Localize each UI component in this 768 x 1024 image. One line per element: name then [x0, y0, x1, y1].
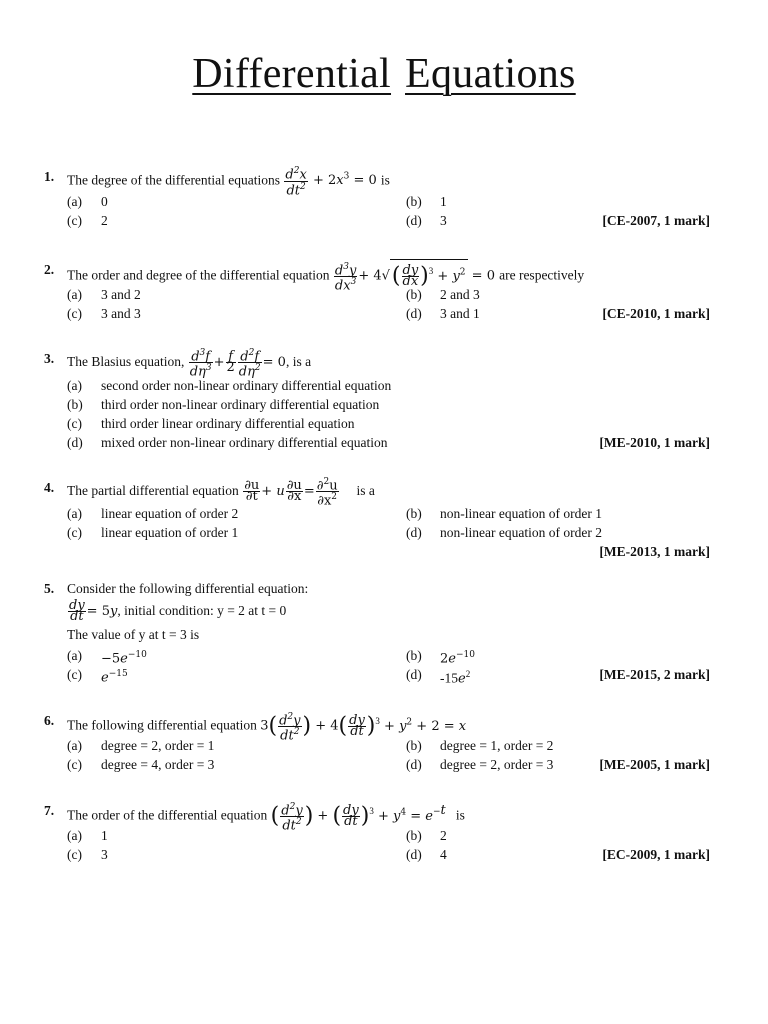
option-b[interactable]: (b) $2e^{-10}$ [406, 648, 475, 667]
option-b[interactable]: (b) non-linear equation of order 1 [406, 506, 602, 521]
option-b[interactable]: (b) 2 [406, 828, 447, 843]
stem-text-after: , is a [285, 353, 312, 369]
question-2 [44, 259, 714, 321]
stem-text: Consider the following differential equation: [67, 581, 309, 596]
question-stem: 2. The order and degree of the differential equation $\frac{d^3y}{dx^3}$ + 4√( $\frac{dy}{dx}$ )$^3 + y^2 = 0$ are respectively [44, 259, 714, 281]
question-5 [44, 578, 714, 687]
option-d[interactable]: (d) mixed order non-linear ordinary differential equation [67, 435, 388, 450]
stem-text: The order of the differential equation [67, 807, 268, 823]
question-source: [ME-2013, 1 mark] [599, 544, 710, 559]
equation-radical: ( $\frac{dy}{dx}$ )$^3 + y^2$ [390, 259, 468, 288]
question-stem [44, 166, 714, 199]
equation-term: ( [270, 803, 280, 829]
option-d[interactable]: (d) 3 [406, 213, 447, 228]
equation-fraction: $\frac{dy}{dt}$ [69, 598, 85, 625]
page-title [0, 50, 768, 98]
question-4 [44, 477, 714, 559]
equation-term: 3 [260, 718, 269, 734]
option-a[interactable]: (a) $-5e^{-10}$ [67, 648, 147, 667]
option-c[interactable]: (c) 3 and 3 [67, 306, 141, 321]
question-number: 4. [44, 480, 55, 495]
option-a[interactable]: (a) 0 [67, 194, 108, 209]
question-number: 3. [44, 351, 55, 366]
equation-fraction: $\frac{d^3f}{d\eta^3}$ [189, 348, 212, 380]
option-a[interactable]: (a) 3 and 2 [67, 287, 141, 302]
option-c[interactable]: (c) $e^{-15}$ [67, 667, 128, 686]
question-prompt [44, 624, 644, 646]
question-number: 6. [44, 713, 55, 728]
option-c[interactable]: (c) third order linear ordinary differential equation [67, 416, 355, 431]
stem-text: The order and degree of the differential equation [67, 267, 330, 283]
question-source: [ME-2015, 2 mark] [599, 667, 710, 682]
option-d[interactable]: (d) 4 [406, 847, 447, 862]
question-stem: 6. The following differential equation 3( $\frac{d^2y}{dt^2}$ ) + 4( $\frac{dy}{dt}$ )$^3 + y^2 + 2 = x$ [44, 711, 467, 744]
question-source: [ME-2010, 1 mark] [599, 435, 710, 450]
question-number: 1. [44, 169, 55, 184]
option-b[interactable]: (b) degree = 1, order = 2 [406, 738, 554, 753]
question-source: [ME-2005, 1 mark] [599, 757, 710, 772]
question-number: 7. [44, 803, 55, 818]
question-number: 2. [44, 262, 55, 277]
stem-text: The following differential equation [67, 717, 257, 733]
question-source: [CE-2007, 1 mark] [602, 213, 710, 228]
stem-text: The partial differential equation [67, 482, 239, 498]
equation-term: + 4 [358, 268, 382, 284]
question-stem: 7. The order of the differential equation ( $\frac{d^2y}{dt^2}$ ) + ( $\frac{dy}{dt}$ )$^3 + y^4 = e^{-t}$ is [44, 801, 465, 834]
prompt-text: The value of y at t = 3 is [67, 627, 200, 642]
equation-fraction: $\frac{\partial u}{\partial t}$ [244, 478, 260, 505]
option-a[interactable]: (a) degree = 2, order = 1 [67, 738, 215, 753]
option-b[interactable]: (b) third order non-linear ordinary differential equation [67, 397, 380, 412]
option-a[interactable]: (a) 1 [67, 828, 108, 843]
option-c[interactable]: (c) degree = 4, order = 3 [67, 757, 215, 772]
option-d[interactable]: (d) $-15e^2$ [406, 667, 471, 687]
option-c[interactable]: (c) linear equation of order 1 [67, 525, 239, 540]
title-word-1: Differential [192, 51, 392, 97]
stem-text: The degree of the differential equations [67, 172, 281, 188]
option-c[interactable]: (c) 3 [67, 847, 108, 862]
question-6 [44, 710, 714, 772]
option-b[interactable]: (b) 1 [406, 194, 447, 209]
title-word-2: Equations [405, 51, 576, 97]
question-condition: $\frac{dy}{dt}$ = 5y, initial condition: y = 2 at t = 0 [69, 598, 287, 625]
question-7 [44, 800, 714, 862]
question-source: [CE-2010, 1 mark] [602, 306, 710, 321]
question-source: [EC-2009, 1 mark] [602, 847, 710, 862]
option-a[interactable]: (a) linear equation of order 2 [67, 506, 239, 521]
option-c[interactable]: (c) 2 [67, 213, 108, 228]
option-d[interactable]: (d) 3 and 1 [406, 306, 480, 321]
stem-text: The Blasius equation, [67, 353, 185, 369]
stem-text-after: is [455, 807, 465, 823]
option-b[interactable]: (b) 2 and 3 [406, 287, 480, 302]
equation-fraction: $\frac{d^3y}{dx^3}$ [334, 261, 357, 294]
stem-text-after: is [380, 172, 390, 188]
question-stem [44, 578, 714, 600]
option-a[interactable]: (a) second order non-linear ordinary differential equation [67, 378, 392, 393]
question-stem: 4. The partial differential equation $\frac{\partial u}{\partial t}$ + u $\frac{\partial u}{\partial x}$ = $\frac{\partial^2u}{\partial x^2}$ is a [44, 477, 375, 509]
condition-text: , initial condition: y = 2 at t = 0 [117, 603, 287, 618]
option-d[interactable]: (d) degree = 2, order = 3 [406, 757, 554, 772]
question-number: 5. [44, 581, 55, 596]
option-d[interactable]: (d) non-linear equation of order 2 [406, 525, 602, 540]
stem-text-after: are respectively [499, 267, 585, 283]
question-1 [44, 166, 714, 228]
stem-text-after: is a [356, 482, 375, 498]
equation-fraction: $\frac{d^2x}{dt^2}$ [285, 166, 307, 199]
equation-term: + $2x^3 = 0$ [308, 172, 381, 189]
question-stem: 3. The Blasius equation, $\frac{d^3f}{d\eta^3}$ + $\frac{f}{2}$ $\frac{d^2f}{d\eta^2}$ = 0, is a [44, 348, 312, 380]
question-3 [44, 348, 714, 450]
